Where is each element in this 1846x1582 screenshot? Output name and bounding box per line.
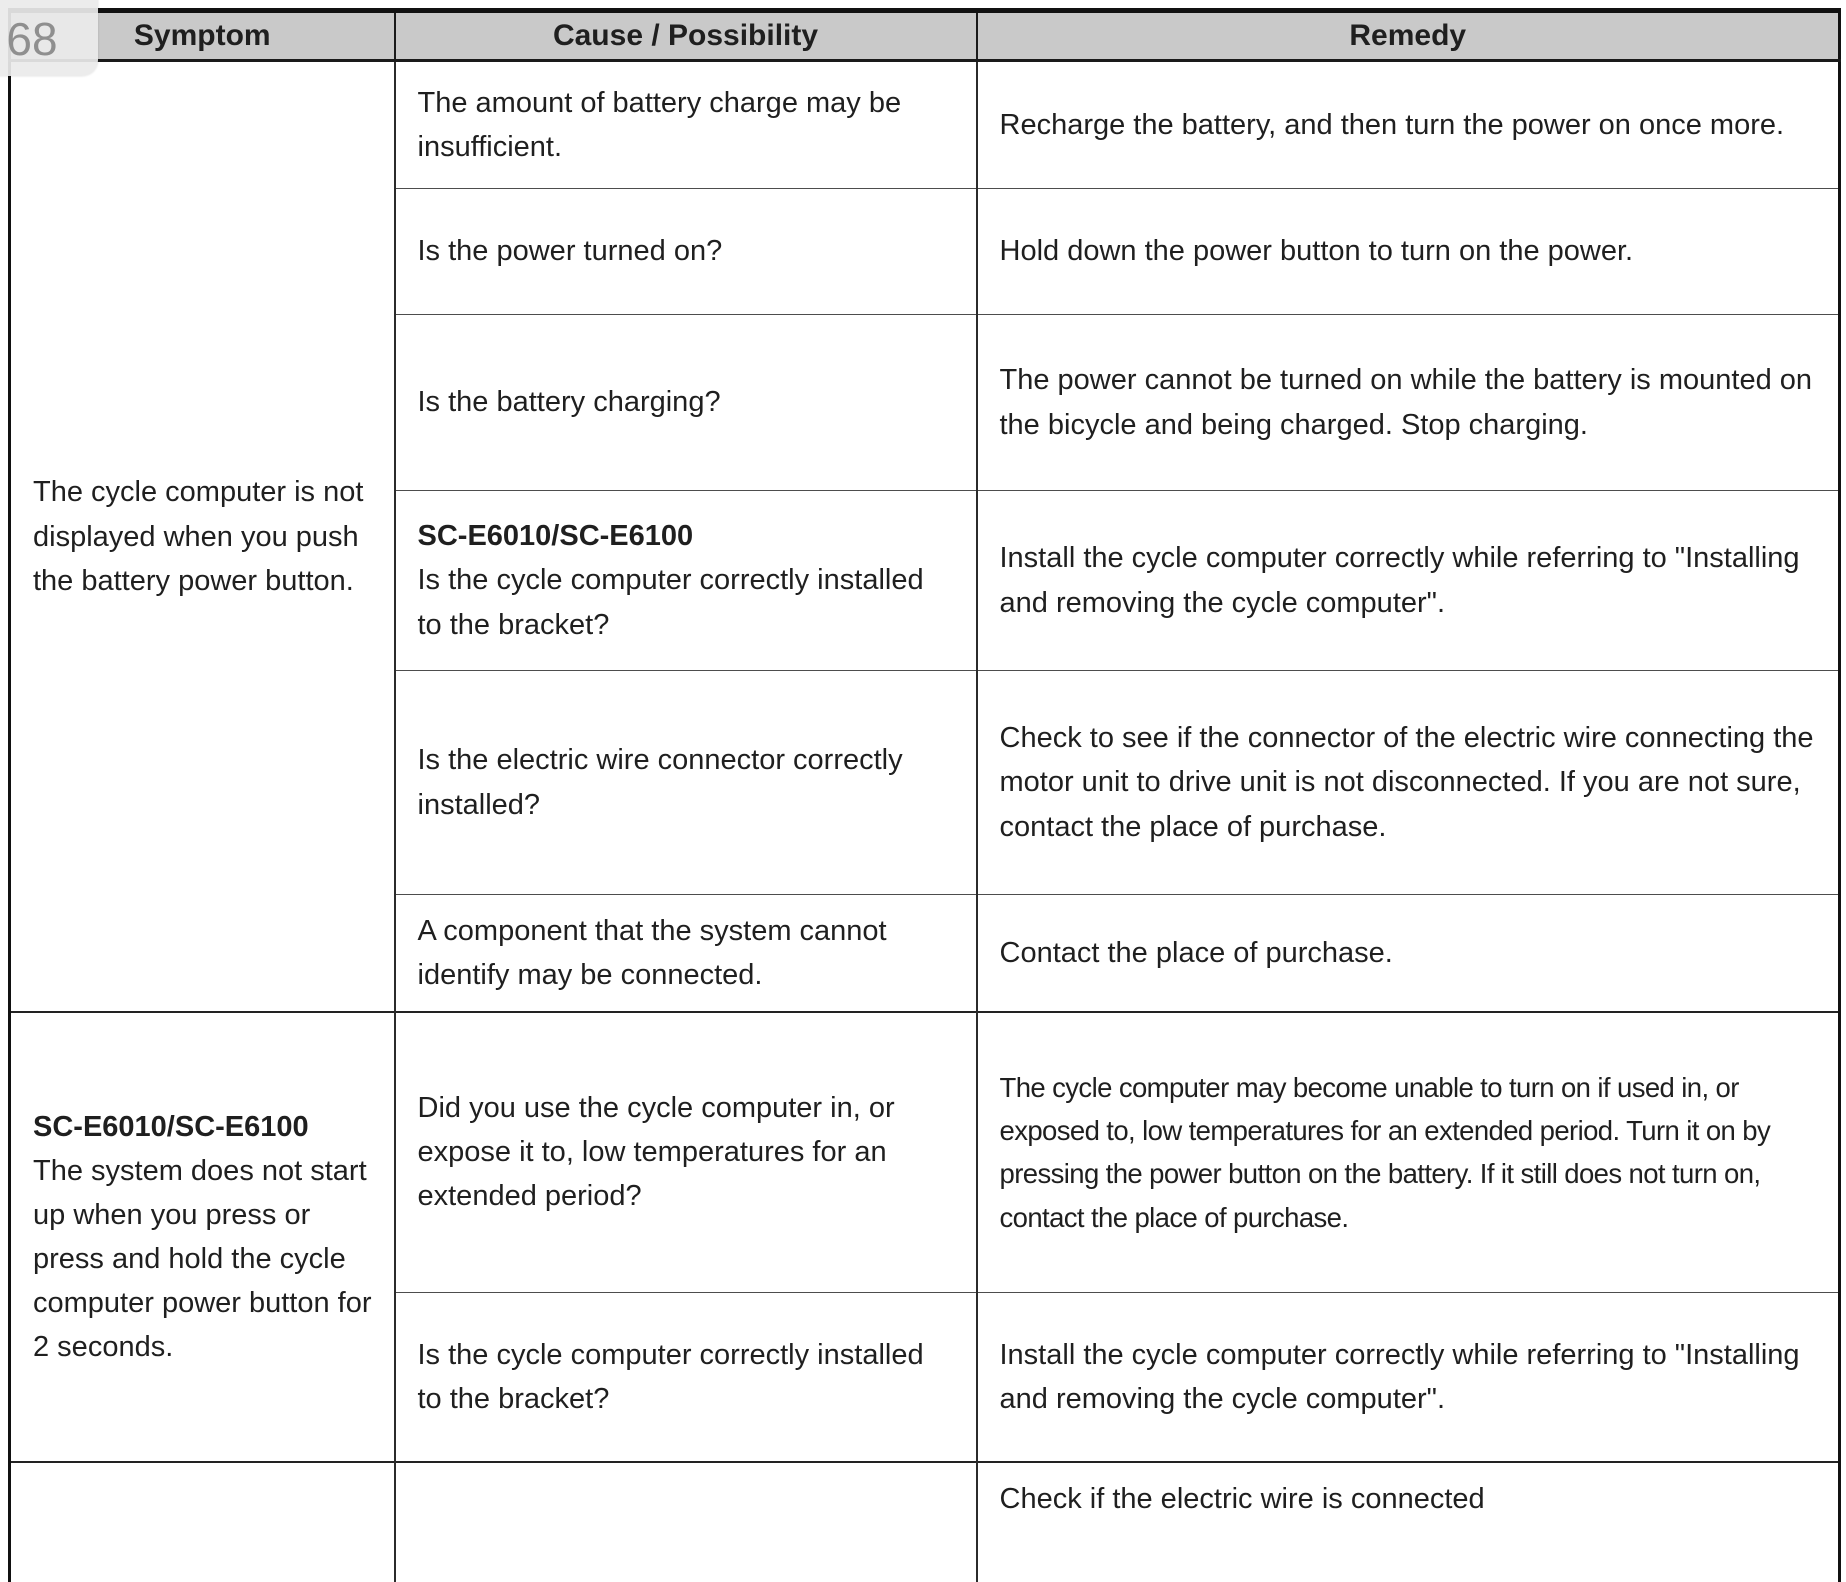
table-header-cause: Cause / Possibility <box>395 11 977 61</box>
page-number: 68 <box>6 13 58 65</box>
remedy-cell: Check if the electric wire is connected <box>977 1462 1840 1582</box>
remedy-cell: Install the cycle computer correctly while referring to "Installing and removing the cycle computer". <box>977 491 1840 671</box>
cause-cell: Is the power turned on? <box>395 189 977 315</box>
cause-cell <box>395 1462 977 1582</box>
remedy-cell: Install the cycle computer correctly while referring to "Installing and removing the cycle computer". <box>977 1292 1840 1462</box>
cause-cell: A component that the system cannot identify may be connected. <box>395 895 977 1013</box>
page-number-badge <box>0 0 98 76</box>
cause-cell: Did you use the cycle computer in, or expose it to, low temperatures for an extended period? <box>395 1012 977 1292</box>
cause-cell: Is the cycle computer correctly installed to the bracket? <box>395 1292 977 1462</box>
remedy-cell: Contact the place of purchase. <box>977 895 1840 1013</box>
remedy-cell: The cycle computer may become unable to turn on if used in, or exposed to, low temperatures for an extended period. Turn it on by pressing the power button on the battery. If it still does not turn on, contact the place of purchase. <box>977 1012 1840 1292</box>
symptom-cell <box>10 1462 395 1582</box>
table-header-row <box>10 11 1840 61</box>
table-row <box>10 1462 1840 1582</box>
cause-cell: Is the electric wire connector correctly installed? <box>395 671 977 895</box>
manual-page <box>0 8 1846 1516</box>
table-row <box>10 1012 1840 1292</box>
cause-cell <box>395 491 977 671</box>
remedy-cell: Hold down the power button to turn on the power. <box>977 189 1840 315</box>
table-row <box>10 61 1840 189</box>
symptom-cell <box>10 61 395 1013</box>
cause-text: Is the cycle computer correctly installed to the bracket? <box>417 564 924 641</box>
remedy-cell: The power cannot be turned on while the battery is mounted on the bicycle and being charged. Stop charging. <box>977 315 1840 491</box>
remedy-cell: Recharge the battery, and then turn the power on once more. <box>977 61 1840 189</box>
symptom-text: The cycle computer is not displayed when you push the battery power button. <box>33 476 364 597</box>
cause-cell: The amount of battery charge may be insufficient. <box>395 61 977 189</box>
remedy-cell: Check to see if the connector of the electric wire connecting the motor unit to drive unit is not disconnected. If you are not sure, contact the place of purchase. <box>977 671 1840 895</box>
troubleshooting-table <box>8 8 1841 1582</box>
cause-cell: Is the battery charging? <box>395 315 977 491</box>
symptom-cell <box>10 1012 395 1462</box>
symptom-model: SC-E6010/SC-E6100 <box>33 1110 309 1143</box>
table-header-remedy: Remedy <box>977 11 1840 61</box>
symptom-text: The system does not start up when you press or press and hold the cycle computer power button for 2 seconds. <box>33 1155 372 1364</box>
cause-model: SC-E6010/SC-E6100 <box>417 520 694 553</box>
table-header-symptom: Symptom <box>10 11 395 61</box>
